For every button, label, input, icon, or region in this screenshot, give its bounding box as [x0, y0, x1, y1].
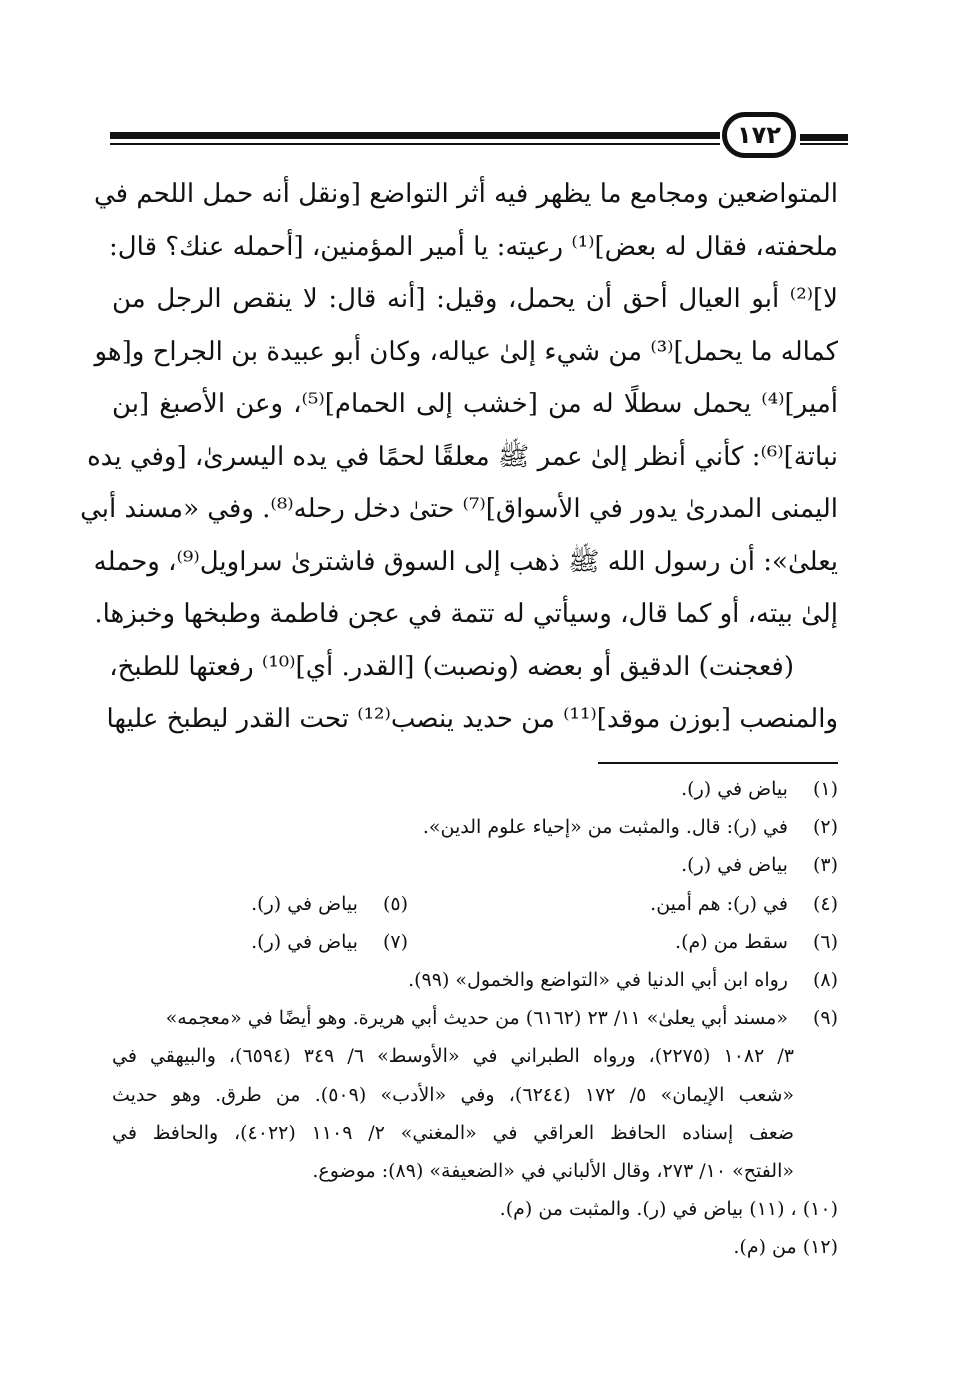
- header-rule-thick: [110, 132, 720, 139]
- footnote-number: (١٢): [802, 1236, 838, 1259]
- text-line: إلىٰ بيته، أو كما قال، وسيأتي له تتمة في عجن فاطمة وطبخها وخبزها.: [94, 599, 838, 629]
- footnote-9-continued: «الفتح» ١٠/ ٢٧٣، وقال الألباني في «الضعيفة» (٨٩): موضوع.: [312, 1159, 794, 1182]
- footnote-separator: [598, 762, 838, 764]
- footnote-8: [112, 961, 838, 999]
- footnote-number: (٤): [812, 892, 838, 915]
- footnote-row: [112, 885, 838, 923]
- header-rule-thin: [110, 143, 720, 145]
- text-line: المتواضعين ومجامع ما يظهر فيه أثر التواضع [ونقل أنه حمل اللحم في: [93, 179, 838, 209]
- footnote-3: [112, 846, 838, 884]
- text-line: اليمنى المدرىٰ يدور في الأسواق]⁽⁷⁾ حتىٰ دخل رحله⁽⁸⁾. وفي «مسند أبي: [80, 494, 838, 524]
- header-rule-right-thin: [800, 143, 848, 145]
- footnote-text: بياض في (ر).: [681, 778, 788, 800]
- text-line: يعلىٰ»: أن رسول الله ﷺ ذهب إلى السوق فاشترىٰ سراويل⁽⁹⁾، وحمله: [93, 546, 838, 577]
- page-header: [110, 112, 848, 162]
- footnote-text: رواه ابن أبي الدنيا في «التواضع والخمول» (٩٩).: [408, 968, 788, 991]
- footnote-text: من (م).: [733, 1236, 797, 1259]
- footnote-row: [112, 923, 838, 961]
- footnote-1: [112, 770, 838, 808]
- footnote-text: بياض في (ر).: [251, 930, 358, 953]
- footnote-4: [408, 885, 838, 923]
- footnote-text: «مسند أبي يعلىٰ» ١١/ ٢٣ (٦١٦٢) من حديث أبي هريرة. وهو أيضًا في «معجمه»: [165, 1007, 788, 1030]
- footnote-number: (٩): [812, 1007, 838, 1030]
- footnote-9-continued: ٣/ ١٠٨٢ (٢٢٧٥)، ورواه الطبراني في «الأوسط» ٦/ ٣٤٩ (٦٥٩٤)، والبيهقي في: [112, 1045, 794, 1068]
- footnote-9: [112, 999, 838, 1037]
- page-number: ١٧٢: [722, 112, 796, 158]
- footnote-9-continued: «شعب الإيمان» ٥/ ١٧٢ (٦٢٤٤)، وفي «الأدب» (٥٠٩). من طرق. وهو حديث: [112, 1083, 795, 1106]
- footnote-9-continued: ضعف إسناده الحافظ العراقي في «المغني» ٢/ ١١٠٩ (٤٠٢٢)، والحافظ في: [112, 1121, 795, 1144]
- footnote-2: [112, 808, 838, 846]
- footnote-7: [112, 923, 408, 961]
- text-line: (فعجنت) الدقيق أو بعضه (ونصبت) [القدر. أي]⁽¹⁰⁾ رفعتها للطبخ،: [109, 651, 794, 682]
- footnote-text: بياض في (ر). والمثبت من (م).: [499, 1198, 744, 1221]
- footnote-number: (٥): [382, 892, 408, 915]
- header-rule-right: [800, 134, 848, 141]
- footnote-number: (١): [812, 778, 838, 800]
- footnote-text: في (ر): قال. والمثبت من «إحياء علوم الدين».: [422, 816, 788, 839]
- text-line: ملحفته، فقال له بعض]⁽¹⁾ رعيته: يا أمير المؤمنين، [أحمله عنك؟ قال:: [109, 231, 838, 262]
- footnotes: [112, 770, 838, 1266]
- main-text: [80, 168, 839, 746]
- footnote-text: بياض في (ر).: [681, 854, 788, 877]
- footnote-6: [408, 923, 838, 961]
- footnote-text: بياض في (ر).: [251, 892, 358, 915]
- text-line: كماله ما يحمل]⁽³⁾ من شيء إلىٰ عياله، وكان أبو عبيدة بن الجراح و[هو: [94, 336, 838, 367]
- footnote-number: (٨): [812, 968, 838, 991]
- text-line: نباتة]⁽⁶⁾: كأني أنظر إلىٰ عمر ﷺ معلقًا لحمًا في يده اليسرىٰ، [وفي يده: [87, 441, 838, 472]
- footnote-number: (١٠) ، (١١): [749, 1198, 838, 1221]
- footnote-number: (٧): [382, 930, 408, 953]
- footnote-number: (٦): [812, 930, 838, 953]
- text-line: أمير]⁽⁴⁾ يحمل سطلًا له من [خشب إلى الحمام]⁽⁵⁾، وعن الأصبغ [بن: [112, 389, 839, 419]
- footnote-12: [112, 1228, 838, 1266]
- footnote-text: في (ر): هم أمين.: [650, 892, 788, 915]
- footnote-number: (٣): [812, 854, 838, 877]
- footnote-text: سقط من (م).: [675, 930, 788, 953]
- text-line: لا]⁽²⁾ أبو العيال أحق أن يحمل، وقيل: [أنه قال: لا ينقص الرجل من: [112, 284, 838, 314]
- footnote-10-11: [112, 1190, 838, 1228]
- footnote-number: (٢): [812, 816, 838, 839]
- text-line: والمنصب [بوزن موقد]⁽¹¹⁾ من حديد ينصب⁽¹²⁾ تحت القدر ليطبخ عليها: [106, 704, 838, 734]
- footnote-5: [112, 885, 408, 923]
